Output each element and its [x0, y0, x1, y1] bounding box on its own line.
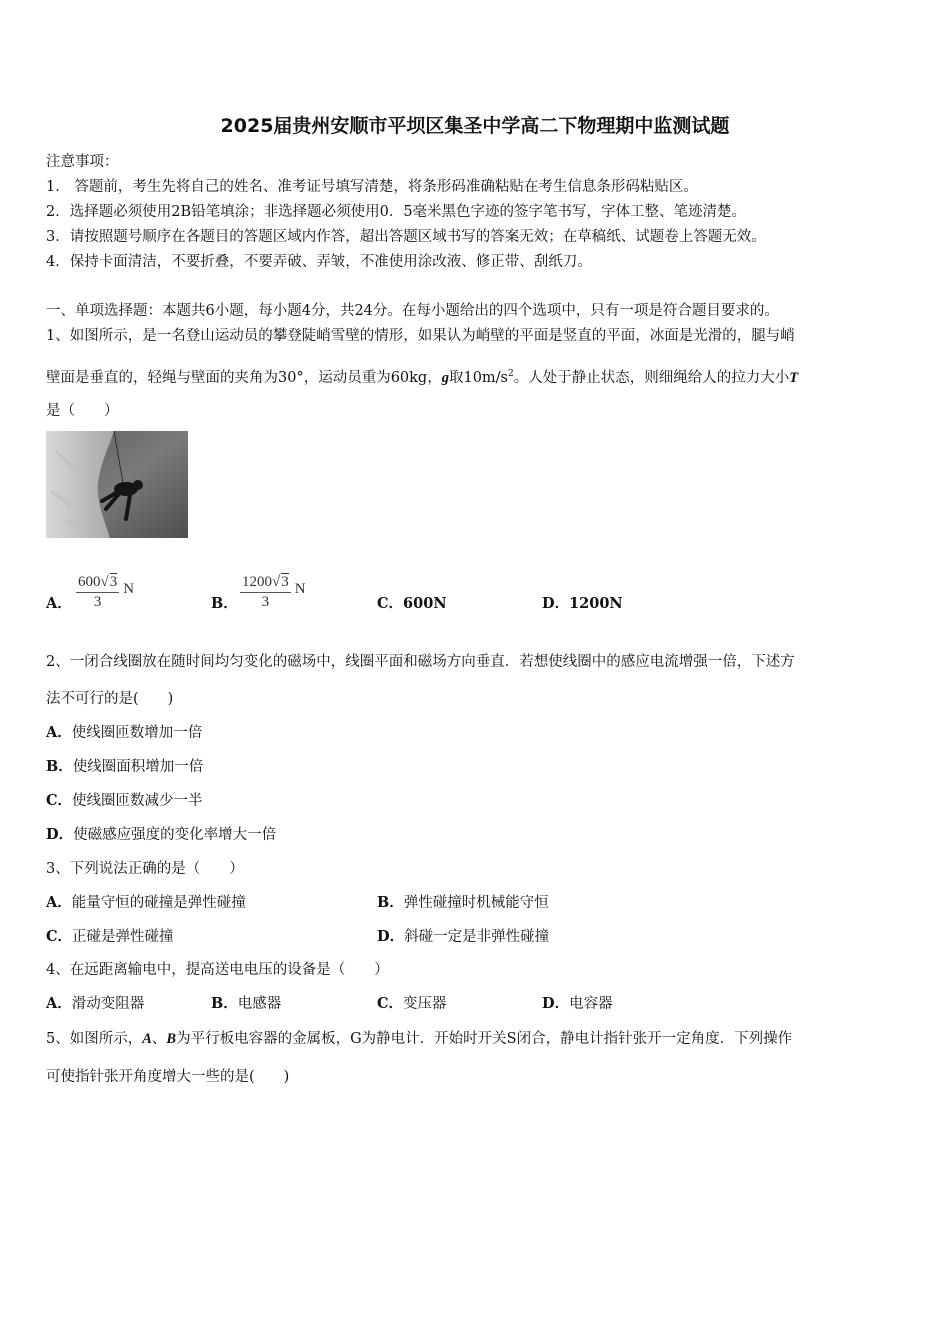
q5-stem-line1: 5、如图所示，A、B为平行板电容器的金属板，G为静电计．开始时开关S闭合，静电计指针张开一定角度．下列操作 [46, 1031, 793, 1047]
q4-options [46, 994, 906, 1020]
q1-option-B-label[interactable]: B． [211, 595, 238, 612]
q4-option-B[interactable]: B．电感器 [211, 995, 282, 1012]
q2-option-C[interactable]: C．使线圈匝数减少一半 [46, 792, 203, 809]
q1-var-g: g [441, 369, 449, 386]
q4-option-A[interactable]: A．滑动变阻器 [46, 995, 145, 1012]
notice-item: 4．保持卡面清洁，不要折叠，不要弄破、弄皱，不准使用涂改液、修正带、刮纸刀。 [46, 254, 592, 270]
notice-item: 1． 答题前，考生先将自己的姓名、准考证号填写清楚，将条形码准确粘贴在考生信息条形码粘贴区。 [46, 179, 698, 195]
q2-stem-line2: 法不可行的是( ) [46, 691, 174, 707]
q4-option-D[interactable]: D．电容器 [542, 995, 613, 1012]
q1-text: 。人处于静止状态，则细绳给人的拉力大小 [513, 369, 790, 386]
q2-stem-line1: 2、一闭合线圈放在随时间均匀变化的磁场中，线圈平面和磁场方向垂直．若想使线圈中的感应电流增强一倍，下述方 [46, 654, 795, 670]
q1-text: 壁面是垂直的，轻绳与壁面的夹角为30°，运动员重为60kg， [46, 369, 442, 386]
q1-var-T: T [789, 369, 799, 386]
q1-option-D[interactable]: D．1200N [542, 595, 623, 612]
q5-var-A: A [142, 1031, 152, 1047]
notice-heading: 注意事项： [46, 154, 119, 170]
q3-option-B[interactable]: B．弹性碰撞时机械能守恒 [377, 894, 549, 911]
notice-item: 2．选择题必须使用2B铅笔填涂；非选择题必须使用0．5毫米黑色字迹的签字笔书写，字体工整、笔迹清楚。 [46, 204, 747, 220]
q5-var-B: B [166, 1031, 177, 1047]
q1-option-A-label[interactable]: A． [46, 595, 72, 612]
climber-photo [46, 431, 188, 538]
q4-option-C[interactable]: C．变压器 [377, 995, 447, 1012]
notice-item: 3．请按照题号顺序在各题目的答题区域内作答，超出答题区域书写的答案无效；在草稿纸、试题卷上答题无效。 [46, 229, 766, 245]
q3-stem: 3、下列说法正确的是（ ） [46, 861, 244, 877]
q2-option-B[interactable]: B．使线圈面积增加一倍 [46, 758, 204, 775]
q1-text: 取10m/s [448, 369, 508, 386]
q3-option-A[interactable]: A．能量守恒的碰撞是弹性碰撞 [46, 894, 246, 911]
q1-stem-line2 [46, 364, 798, 388]
q1-option-B-value[interactable]: $\frac{1200√3}{3}$ N [242, 574, 306, 610]
q2-option-A[interactable]: A．使线圈匝数增加一倍 [46, 724, 203, 741]
q1-superscript: 2 [508, 369, 514, 379]
q1-option-A-value[interactable]: $\frac{600√3}{3}$ N [78, 574, 135, 610]
q1-stem-line3: 是（ ） [46, 403, 119, 419]
q1-option-C[interactable]: C．600N [377, 595, 447, 612]
q3-options-row1 [46, 893, 906, 919]
q3-option-C[interactable]: C．正碰是弹性碰撞 [46, 928, 174, 945]
q1-stem-line1: 1、如图所示，是一名登山运动员的攀登陡峭雪壁的情形，如果认为峭壁的平面是竖直的平面，冰面是光滑的，腿与峭 [46, 328, 795, 344]
q1-options [46, 573, 906, 612]
page-title: 2025届贵州安顺市平坝区集圣中学高二下物理期中监测试题 [220, 115, 730, 137]
q4-stem: 4、在远距离输电中，提高送电电压的设备是（ ） [46, 962, 389, 978]
q3-options-row2 [46, 927, 906, 953]
section-heading: 一、单项选择题：本题共6小题，每小题4分，共24分。在每小题给出的四个选项中，只有一项是符合题目要求的。 [46, 303, 779, 319]
q3-option-D[interactable]: D．斜碰一定是非弹性碰撞 [377, 928, 550, 945]
q5-stem-line2: 可使指针张开角度增大一些的是( ) [46, 1069, 290, 1085]
q2-option-D[interactable]: D．使磁感应强度的变化率增大一倍 [46, 826, 277, 843]
